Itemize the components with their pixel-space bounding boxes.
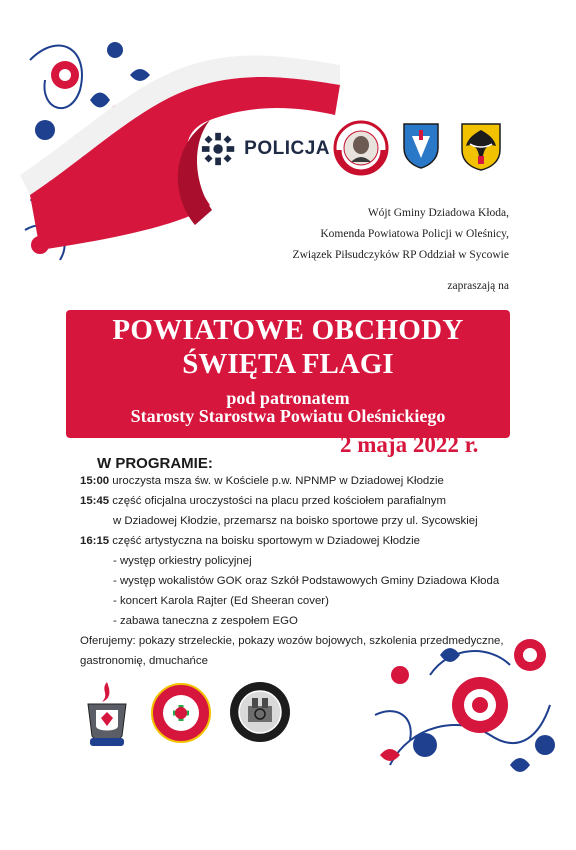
program-subitem xyxy=(113,555,252,567)
offer-line-1: Oferujemy: pokazy strzeleckie, pokazy wozów bojowych, szkolenia przedmedyczne, xyxy=(80,635,504,647)
folk-pattern-bottom-right xyxy=(370,615,560,780)
inviters-list xyxy=(293,203,509,266)
program-text: - koncert Karola Rajter (Ed Sheeran cover) xyxy=(113,595,329,607)
program-time: 16:15 xyxy=(80,535,110,547)
program-item xyxy=(80,535,420,547)
program-item xyxy=(80,475,444,487)
inviter-1: Wójt Gminy Dziadowa Kłoda, xyxy=(367,207,509,219)
program-time: 15:45 xyxy=(80,495,110,507)
event-date: 2 maja 2022 r. xyxy=(340,432,479,457)
program-text: - występ orkiestry policyjnej xyxy=(113,555,252,567)
program-subitem xyxy=(113,615,298,627)
powiat-crest-eagle xyxy=(460,122,502,172)
program-heading: W PROGRAMIE: xyxy=(97,455,213,472)
program-subitem xyxy=(113,575,499,587)
program-text: - zabawa taneczna z zespołem EGO xyxy=(113,615,298,627)
inviter-3: Związek Piłsudczyków RP Oddział w Sycowie xyxy=(292,249,509,261)
policja-label: POLICJA xyxy=(244,138,330,159)
program-text: w Dziadowej Kłodzie, przemarsz na boisko sportowe przy ul. Sycowskiej xyxy=(113,515,478,527)
invite-text: zapraszają na xyxy=(447,280,509,292)
program-text: - występ wokalistów GOK oraz Szkół Podstawowych Gminy Dziadowa Kłoda xyxy=(113,575,500,587)
inviter-2: Komenda Powiatowa Policji w Oleśnicy, xyxy=(320,228,509,240)
gmina-crest-blue xyxy=(402,122,440,170)
program-subitem xyxy=(113,595,329,607)
program-text: część oficjalna uroczystości na placu przed kościołem parafialnym xyxy=(109,495,446,507)
policja-logo xyxy=(200,130,330,168)
program-time: 15:00 xyxy=(80,475,110,487)
title-line-1: POWIATOWE OBCHODY xyxy=(112,314,464,346)
patronage-line-2: Starosty Starostwa Powiatu Oleśnickiego xyxy=(130,406,446,426)
fire-service-logo xyxy=(80,680,134,750)
rescue-academy-logo xyxy=(150,682,212,744)
program-text: uroczysta msza św. w Kościele p.w. NPNMP w Dziadowej Kłodzie xyxy=(109,475,444,487)
title-line-2: ŚWIĘTA FLAGI xyxy=(182,348,394,380)
program-item xyxy=(80,495,446,507)
police-star-icon xyxy=(200,130,236,168)
title-banner xyxy=(66,310,510,438)
offer-line-2: gastronomię, dmuchańce xyxy=(80,655,208,667)
program-text: część artystyczna na boisku sportowym w Dziadowej Kłodzie xyxy=(109,535,420,547)
pilsudski-association-logo xyxy=(333,120,389,176)
program-item xyxy=(113,515,478,527)
shooting-group-logo xyxy=(228,680,292,744)
patronage-line-1: pod patronatem xyxy=(226,388,350,408)
